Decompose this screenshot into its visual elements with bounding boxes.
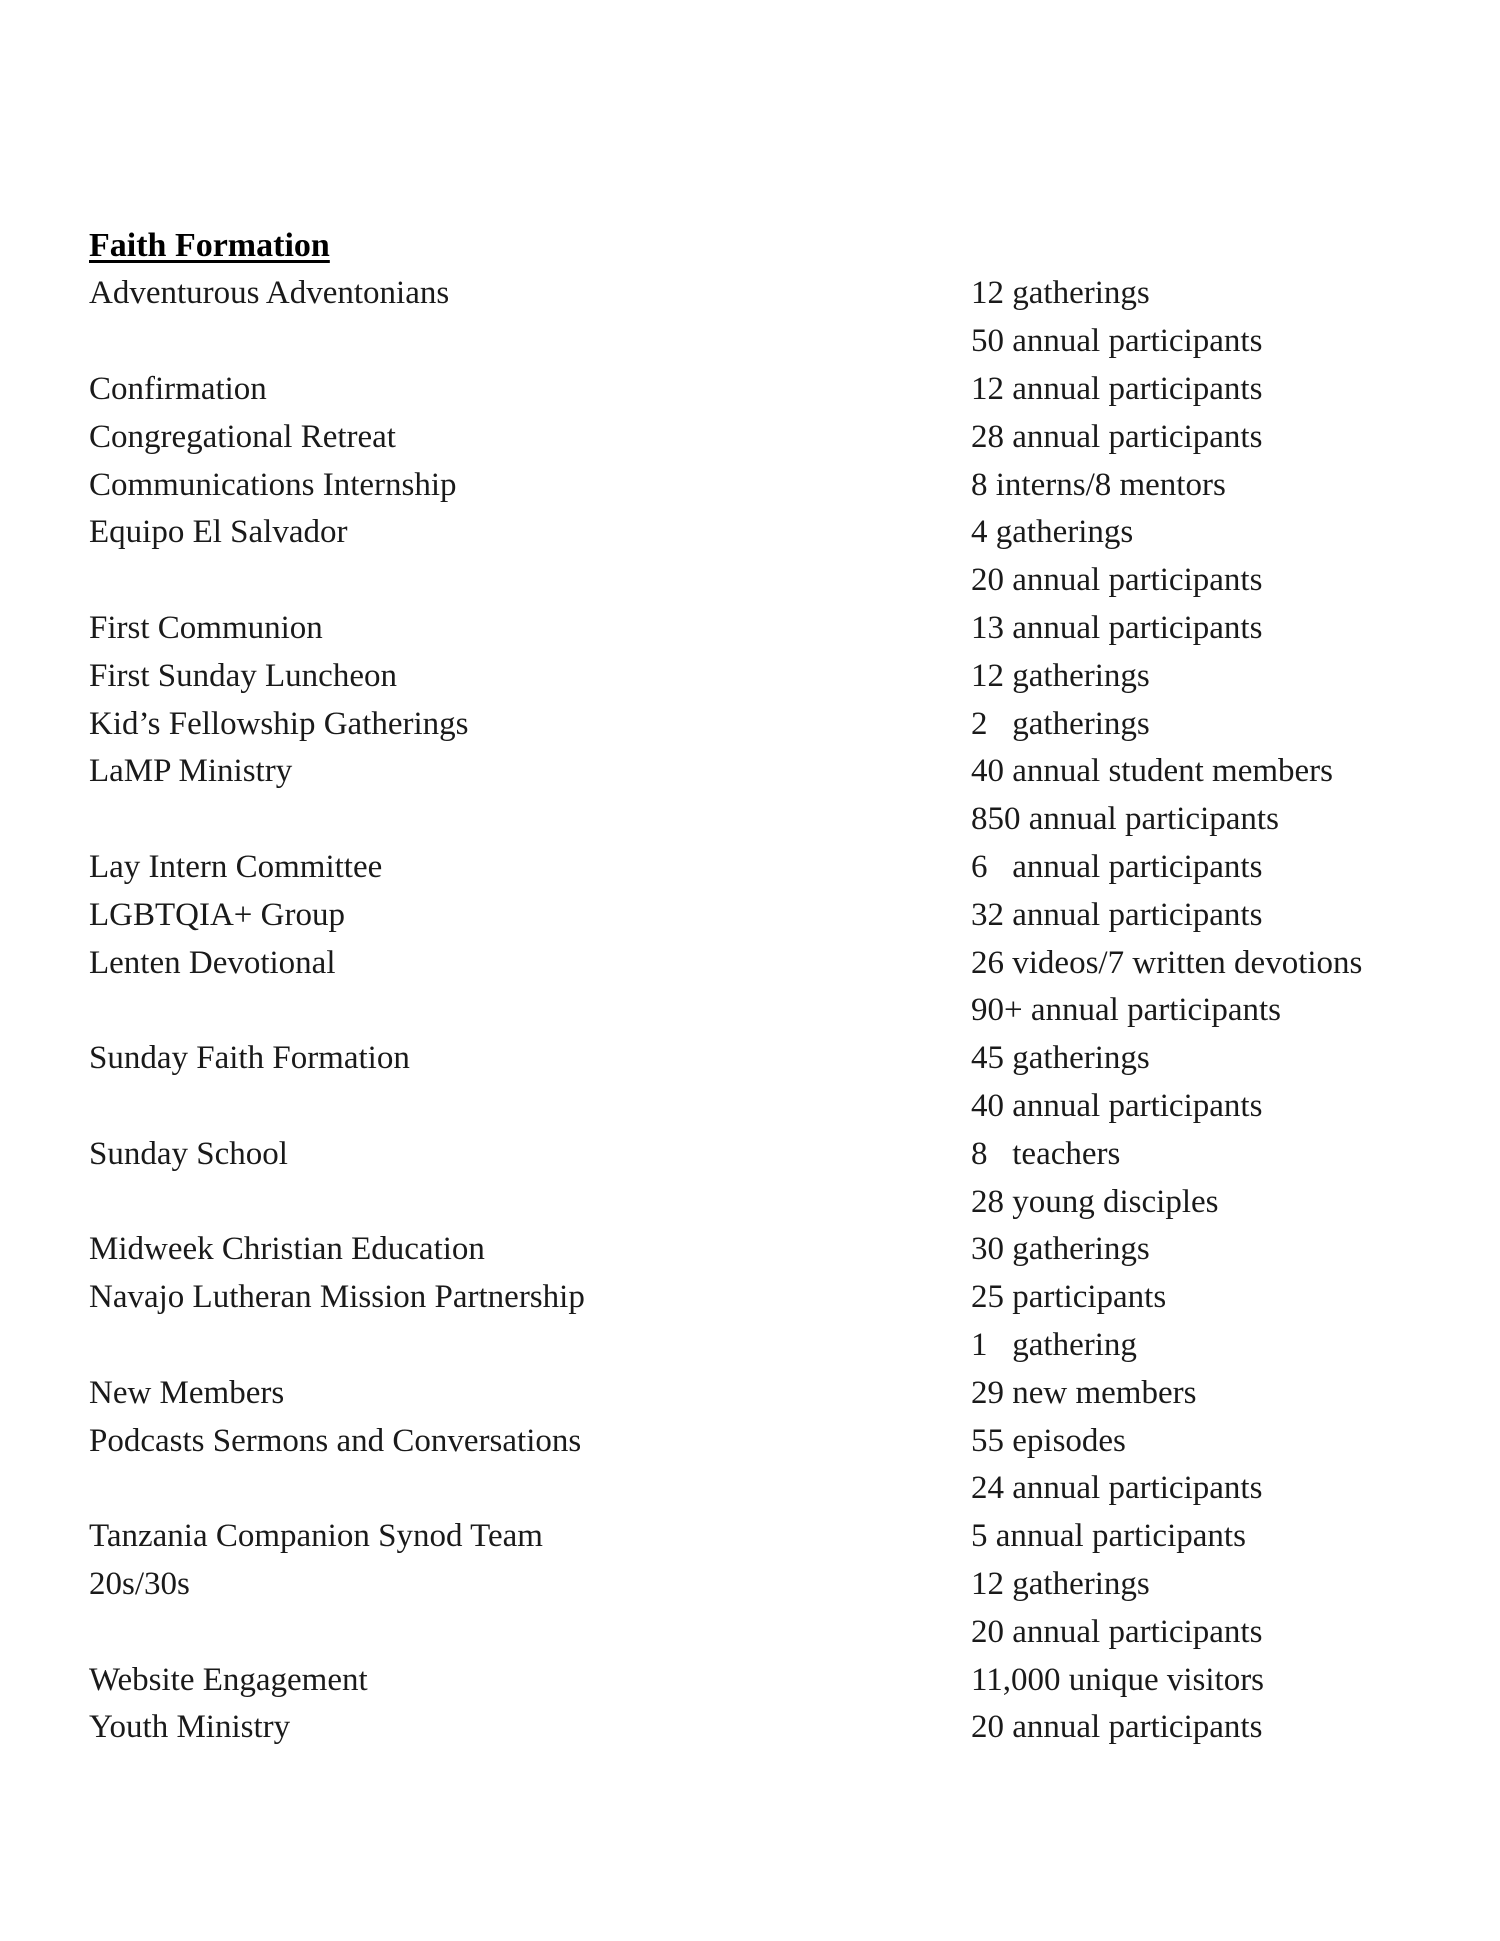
list-item: [0, 939, 1500, 987]
list-item: [0, 700, 1500, 748]
ministry-stat: 28 annual participants: [971, 418, 1263, 455]
ministry-stat: 12 annual participants: [971, 370, 1263, 407]
list-item: [0, 509, 1500, 557]
ministry-stat: 90+ annual participants: [971, 992, 1282, 1029]
list-item: [0, 748, 1500, 796]
ministry-stat: 6 annual participants: [971, 848, 1263, 885]
ministry-stat: 12 gatherings: [971, 1565, 1150, 1602]
ministry-stat: 8 teachers: [971, 1135, 1121, 1172]
list-item: [0, 1608, 1500, 1656]
ministry-name: First Sunday Luncheon: [89, 657, 397, 694]
ministry-stat: 12 gatherings: [971, 657, 1150, 694]
list-item: [0, 987, 1500, 1035]
ministry-stat: 30 gatherings: [971, 1231, 1150, 1268]
list-item: [0, 366, 1500, 414]
ministry-name: Youth Ministry: [89, 1709, 291, 1746]
ministry-name: First Communion: [89, 609, 323, 646]
list-item: [0, 1130, 1500, 1178]
section-title: Faith Formation: [89, 227, 330, 264]
ministry-stat: 850 annual participants: [971, 801, 1279, 838]
ministry-name: New Members: [89, 1374, 285, 1411]
ministry-stat: 40 annual participants: [971, 1087, 1263, 1124]
ministry-name: Congregational Retreat: [89, 418, 396, 455]
list-item: [0, 1369, 1500, 1417]
ministry-name: Website Engagement: [89, 1661, 368, 1698]
ministry-stat: 50 annual participants: [971, 323, 1263, 360]
list-item: [0, 1035, 1500, 1083]
list-item: [0, 1274, 1500, 1322]
list-item: [0, 557, 1500, 605]
ministry-name: Lay Intern Committee: [89, 848, 383, 885]
list-item: [0, 318, 1500, 366]
ministry-name: Adventurous Adventonians: [89, 275, 450, 312]
list-item: [0, 1656, 1500, 1704]
ministry-stat: 29 new members: [971, 1374, 1197, 1411]
ministry-stat: 28 young disciples: [971, 1183, 1219, 1220]
list-item: [0, 891, 1500, 939]
ministry-name: Confirmation: [89, 370, 267, 407]
list-item: [0, 796, 1500, 844]
list-item: [0, 413, 1500, 461]
list-item: [0, 461, 1500, 509]
list-item: [0, 1322, 1500, 1370]
list-item: [0, 1417, 1500, 1465]
ministry-stat: 4 gatherings: [971, 514, 1134, 551]
ministry-name: LGBTQIA+ Group: [89, 896, 345, 933]
ministry-name: Sunday School: [89, 1135, 288, 1172]
list-item: [0, 844, 1500, 892]
ministry-stat: 20 annual participants: [971, 1613, 1263, 1650]
ministry-stat: 11,000 unique visitors: [971, 1661, 1265, 1698]
list-item: [0, 1561, 1500, 1609]
list-item: [0, 1465, 1500, 1513]
list-item: [0, 605, 1500, 653]
ministry-stat: 8 interns/8 mentors: [971, 466, 1226, 503]
ministry-name: Podcasts Sermons and Conversations: [89, 1422, 582, 1459]
ministry-name: Communications Internship: [89, 466, 457, 503]
ministry-stat: 2 gatherings: [971, 705, 1150, 742]
ministry-stat: 20 annual participants: [971, 1709, 1263, 1746]
list-item: [0, 1513, 1500, 1561]
ministry-list: [0, 270, 1500, 1752]
ministry-stat: 40 annual student members: [971, 753, 1334, 790]
ministry-stat: 45 gatherings: [971, 1040, 1150, 1077]
ministry-name: Lenten Devotional: [89, 944, 336, 981]
ministry-name: Sunday Faith Formation: [89, 1040, 410, 1077]
ministry-stat: 13 annual participants: [971, 609, 1263, 646]
ministry-stat: 20 annual participants: [971, 562, 1263, 599]
list-item: [0, 1178, 1500, 1226]
list-item: [0, 1083, 1500, 1131]
ministry-name: 20s/30s: [89, 1565, 190, 1602]
ministry-stat: 24 annual participants: [971, 1470, 1263, 1507]
list-item: [0, 1704, 1500, 1752]
list-item: [0, 1226, 1500, 1274]
ministry-stat: 55 episodes: [971, 1422, 1126, 1459]
ministry-name: Equipo El Salvador: [89, 514, 348, 551]
ministry-stat: 26 videos/7 written devotions: [971, 944, 1363, 981]
ministry-name: Navajo Lutheran Mission Partnership: [89, 1279, 585, 1316]
list-item: [0, 270, 1500, 318]
ministry-name: Midweek Christian Education: [89, 1231, 485, 1268]
ministry-name: Kid’s Fellowship Gatherings: [89, 705, 469, 742]
ministry-stat: 25 participants: [971, 1279, 1167, 1316]
ministry-name: LaMP Ministry: [89, 753, 293, 790]
ministry-stat: 5 annual participants: [971, 1518, 1246, 1555]
list-item: [0, 652, 1500, 700]
ministry-stat: 32 annual participants: [971, 896, 1263, 933]
ministry-stat: 1 gathering: [971, 1326, 1137, 1363]
ministry-name: Tanzania Companion Synod Team: [89, 1518, 543, 1555]
ministry-stat: 12 gatherings: [971, 275, 1150, 312]
